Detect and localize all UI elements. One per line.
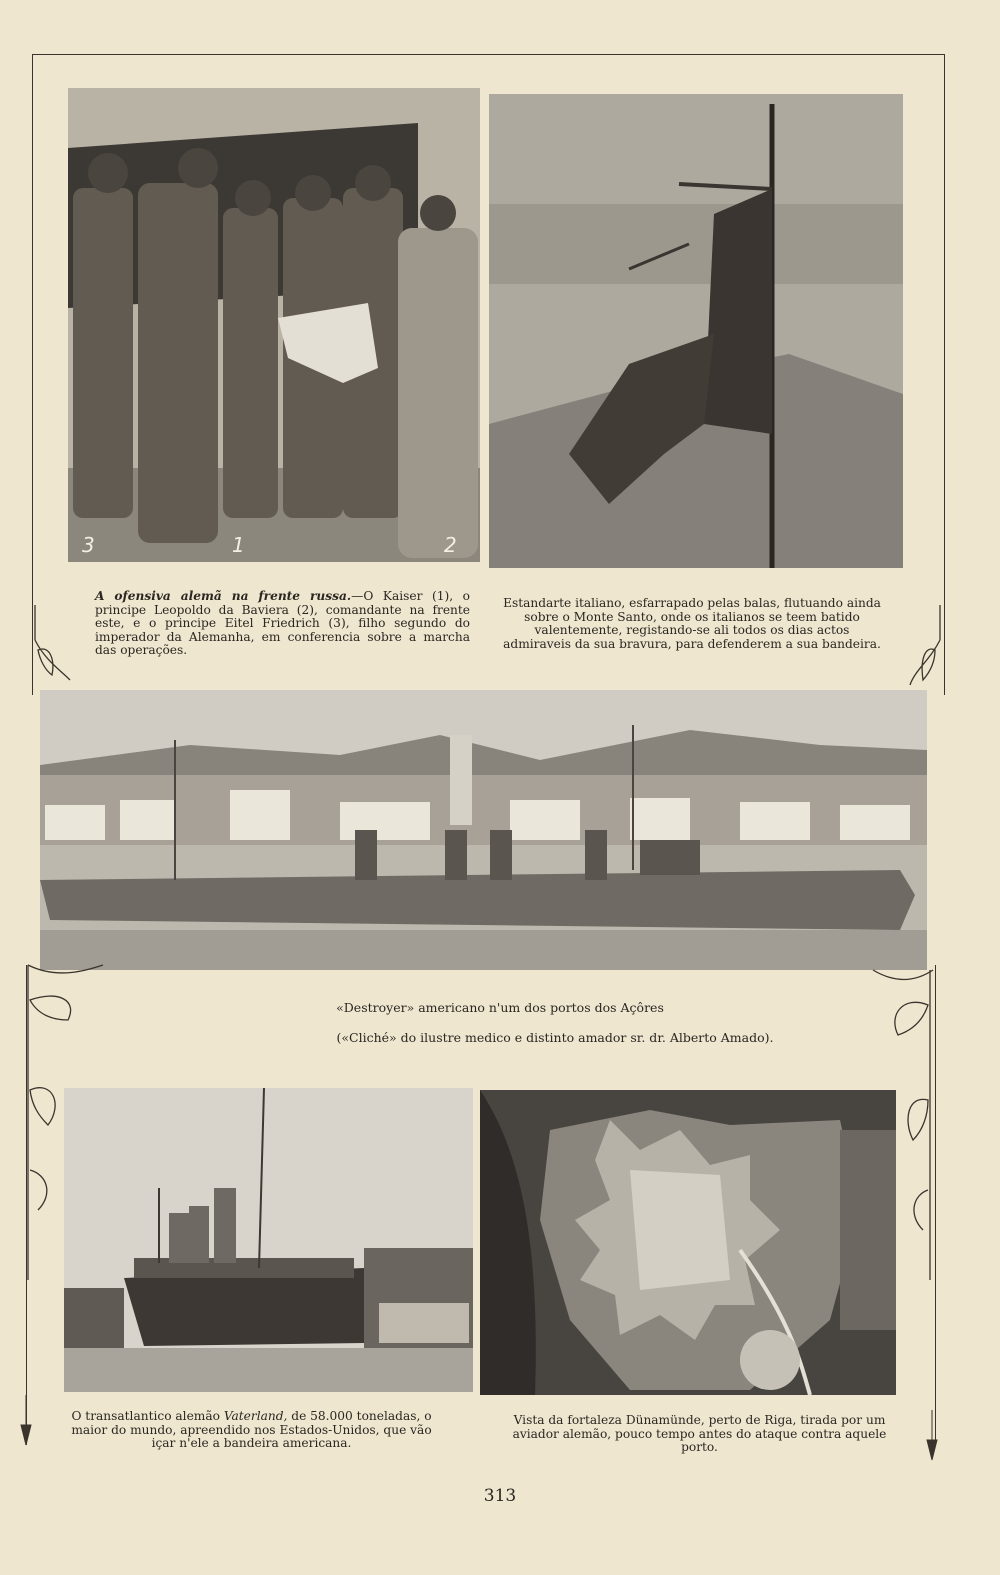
caption-kaiser [95,590,470,658]
photo-dunamunde-fortress [480,1090,896,1395]
caption-fortress: Vista da fortaleza Dünamünde, perto de Riga, tirada por um aviador alemão, pouco tempo antes do ataque contra aquele porto. [512,1413,887,1454]
photo-number-1: 1 [232,533,245,557]
caption-vaterland-ship-name: Vaterland, [223,1409,288,1423]
right-pendant-ornament [924,1410,940,1465]
left-leaf-ornament-top [30,600,75,690]
right-leaf-ornament-top [905,600,955,695]
left-vine-ornament [18,960,113,1290]
caption-destroyer: «Destroyer» americano n'um dos portos dos Açôres [336,1000,664,1015]
photo-number-2: 2 [444,533,457,557]
photo-italian-flag [489,94,903,568]
photo-destroyer-azores [40,690,927,970]
caption-vaterland-pre: O transatlantico alemão [71,1409,224,1423]
right-vine-ornament [868,960,943,1290]
left-pendant-ornament [18,1395,34,1450]
photo-vaterland [64,1088,473,1392]
photo-kaiser-conference [68,88,480,562]
caption-flag: Estandarte italiano, esfarrapado pelas balas, flutuando ainda sobre o Monte Santo, onde os italianos se teem batido valentemente, registando-se ali todos os dias actos admiraveis da sua bravura, para defenderem a sua bandeira. [503,596,881,651]
photo-number-3: 3 [82,533,95,557]
caption-kaiser-title: A ofensiva alemã na frente russa. [95,589,352,603]
caption-kaiser-body: —O Kaiser (1), o principe Leopoldo da Baviera (2), comandante na frente este, e o principe Eitel Friedrich (3), filho segundo do imperador da Alemanha, em conferencia sobre a marcha das operações. [95,589,470,657]
page-number: 313 [483,1486,517,1506]
caption-vaterland [64,1410,439,1451]
caption-vaterland-post: de 58.000 toneladas, o maior do mundo, apreendido nos Estados-Unidos, que vão içar n'ele a bandeira americana. [71,1409,432,1450]
caption-destroyer-credit: («Cliché» do ilustre medico e distinto amador sr. dr. Alberto Amado). [336,1030,774,1045]
